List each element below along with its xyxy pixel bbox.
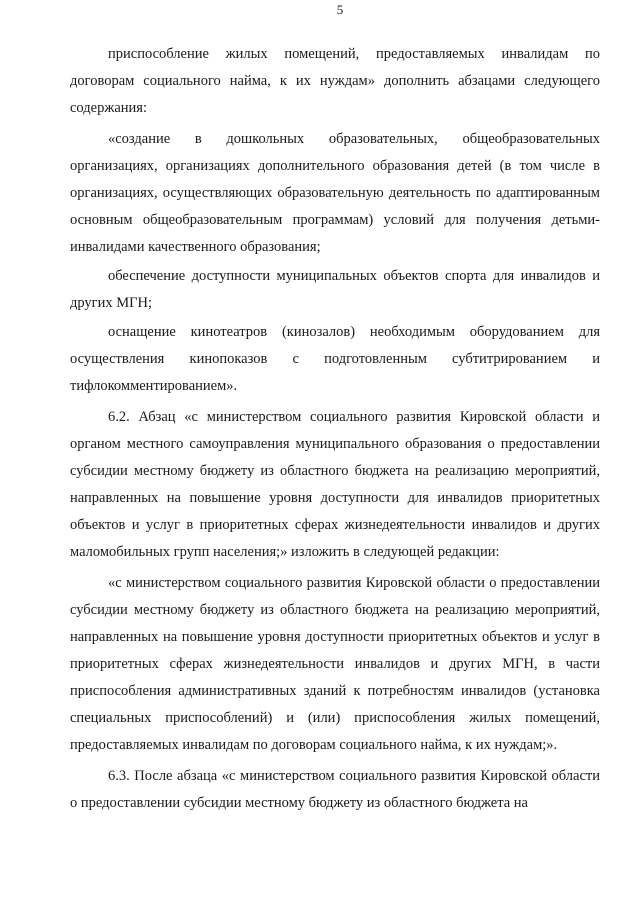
document-body	[70, 41, 600, 821]
paragraph-continuation: приспособление жилых помещений, предоставляемых инвалидам по договорам социального найма, к их нуждам» дополнить абзацами следующего содержания:	[70, 46, 600, 116]
page-number: 5	[336, 2, 344, 17]
paragraph-quote-education: «создание в дошкольных образовательных, общеобразовательных организациях, организациях дополнительного образования детей (в том числе в организациях, осуществляющих образовательную деятельность по адаптированным основным общеобразовательным программам) условий для получения детьми-инвалидами качественного образования;	[70, 131, 600, 255]
paragraph-new-wording: «с министерством социального развития Кировской области о предоставлении субсидии местному бюджету из областного бюджета на реализацию мероприятий, направленных на повышение уровня доступности приоритетных объектов и услуг в приоритетных сферах жизнедеятельности инвалидов и других МГН, в части приспособления административных зданий к потребностям инвалидов (установка специальных приспособлений) и (или) приспособления жилых помещений, предоставляемых инвалидам по договорам социального найма, к их нуждам;».	[70, 575, 600, 753]
paragraph-6-2: 6.2. Абзац «с министерством социального развития Кировской области и органом местного самоуправления муниципального образования о предоставлении субсидии местному бюджету из областного бюджета на реализацию мероприятий, направленных на повышение уровня доступности для инвалидов приоритетных объектов и услуг в приоритетных сферах жизнедеятельности инвалидов и других маломобильных групп населения;» изложить в следующей редакции:	[70, 409, 600, 560]
paragraph-cinema-equipment: оснащение кинотеатров (кинозалов) необходимым оборудованием для осуществления кинопоказов с подготовленным субтитрированием и тифлокомментированием».	[70, 324, 600, 394]
paragraph-6-3: 6.3. После абзаца «с министерством социального развития Кировской области о предоставлении субсидии местному бюджету из областного бюджета на	[70, 768, 600, 811]
paragraph-sport-accessibility: обеспечение доступности муниципальных объектов спорта для инвалидов и других МГН;	[70, 268, 600, 311]
